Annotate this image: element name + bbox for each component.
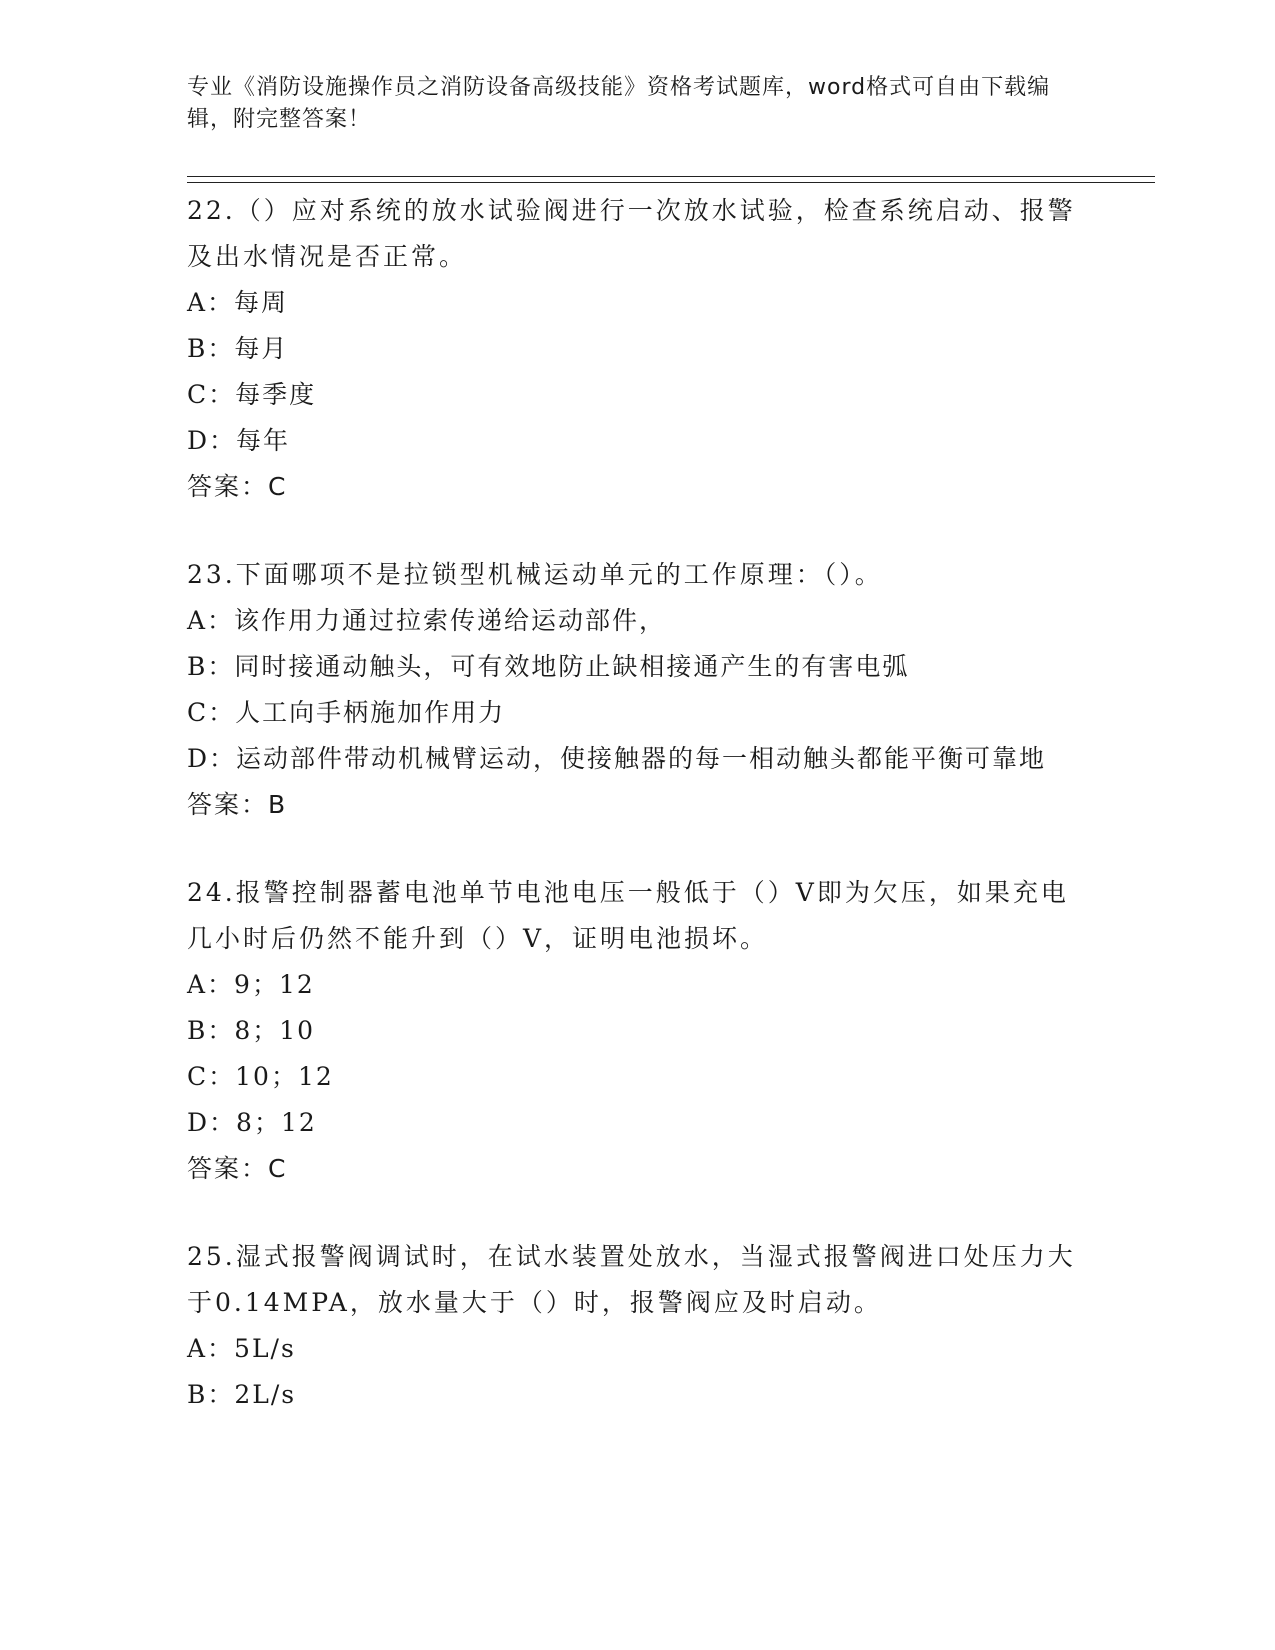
option-d: D：每年 (187, 426, 291, 455)
option-a: A：5L/s (187, 1334, 296, 1363)
header-divider-top (187, 176, 1155, 177)
answer: 答案：C (187, 1154, 288, 1183)
question-stem: 22.（）应对系统的放水试验阀进行一次放水试验，检查系统启动、报警及出水情况是否正常。 (187, 196, 1076, 271)
option-a: A：9；12 (187, 970, 315, 999)
option-b: B：2L/s (187, 1380, 297, 1409)
question-stem: 23.下面哪项不是拉锁型机械运动单元的工作原理：（）。 (187, 560, 883, 589)
option-d: D：运动部件带动机械臂运动，使接触器的每一相动触头都能平衡可靠地 (187, 744, 1047, 773)
header-divider-bottom (187, 182, 1155, 183)
question-25 (187, 1234, 1087, 1418)
question-stem: 24.报警控制器蓄电池单节电池电压一般低于（）V即为欠压，如果充电几小时后仍然不能升到（）V，证明电池损坏。 (187, 878, 1069, 953)
answer: 答案：B (187, 790, 288, 819)
option-b: B：8；10 (187, 1016, 316, 1045)
option-b: B：每月 (187, 334, 289, 363)
question-22 (187, 188, 1087, 510)
option-a: A：每周 (187, 288, 289, 317)
option-c: C：人工向手柄施加作用力 (187, 698, 506, 727)
option-a: A：该作用力通过拉索传递给运动部件， (187, 606, 667, 635)
document-header: 专业《消防设施操作员之消防设备高级技能》资格考试题库，word格式可自由下载编辑，附完整答案！ (187, 75, 1051, 132)
answer: 答案：C (187, 472, 288, 501)
question-stem: 25.湿式报警阀调试时，在试水装置处放水，当湿式报警阀进口处压力大于0.14MPA，放水量大于（）时，报警阀应及时启动。 (187, 1242, 1076, 1317)
option-c: C：每季度 (187, 380, 317, 409)
question-23 (187, 552, 1087, 828)
option-d: D：8；12 (187, 1108, 317, 1137)
option-b: B：同时接通动触头，可有效地防止缺相接通产生的有害电弧 (187, 652, 910, 681)
question-list (187, 188, 1087, 1460)
question-24 (187, 870, 1087, 1192)
option-c: C：10；12 (187, 1062, 334, 1091)
